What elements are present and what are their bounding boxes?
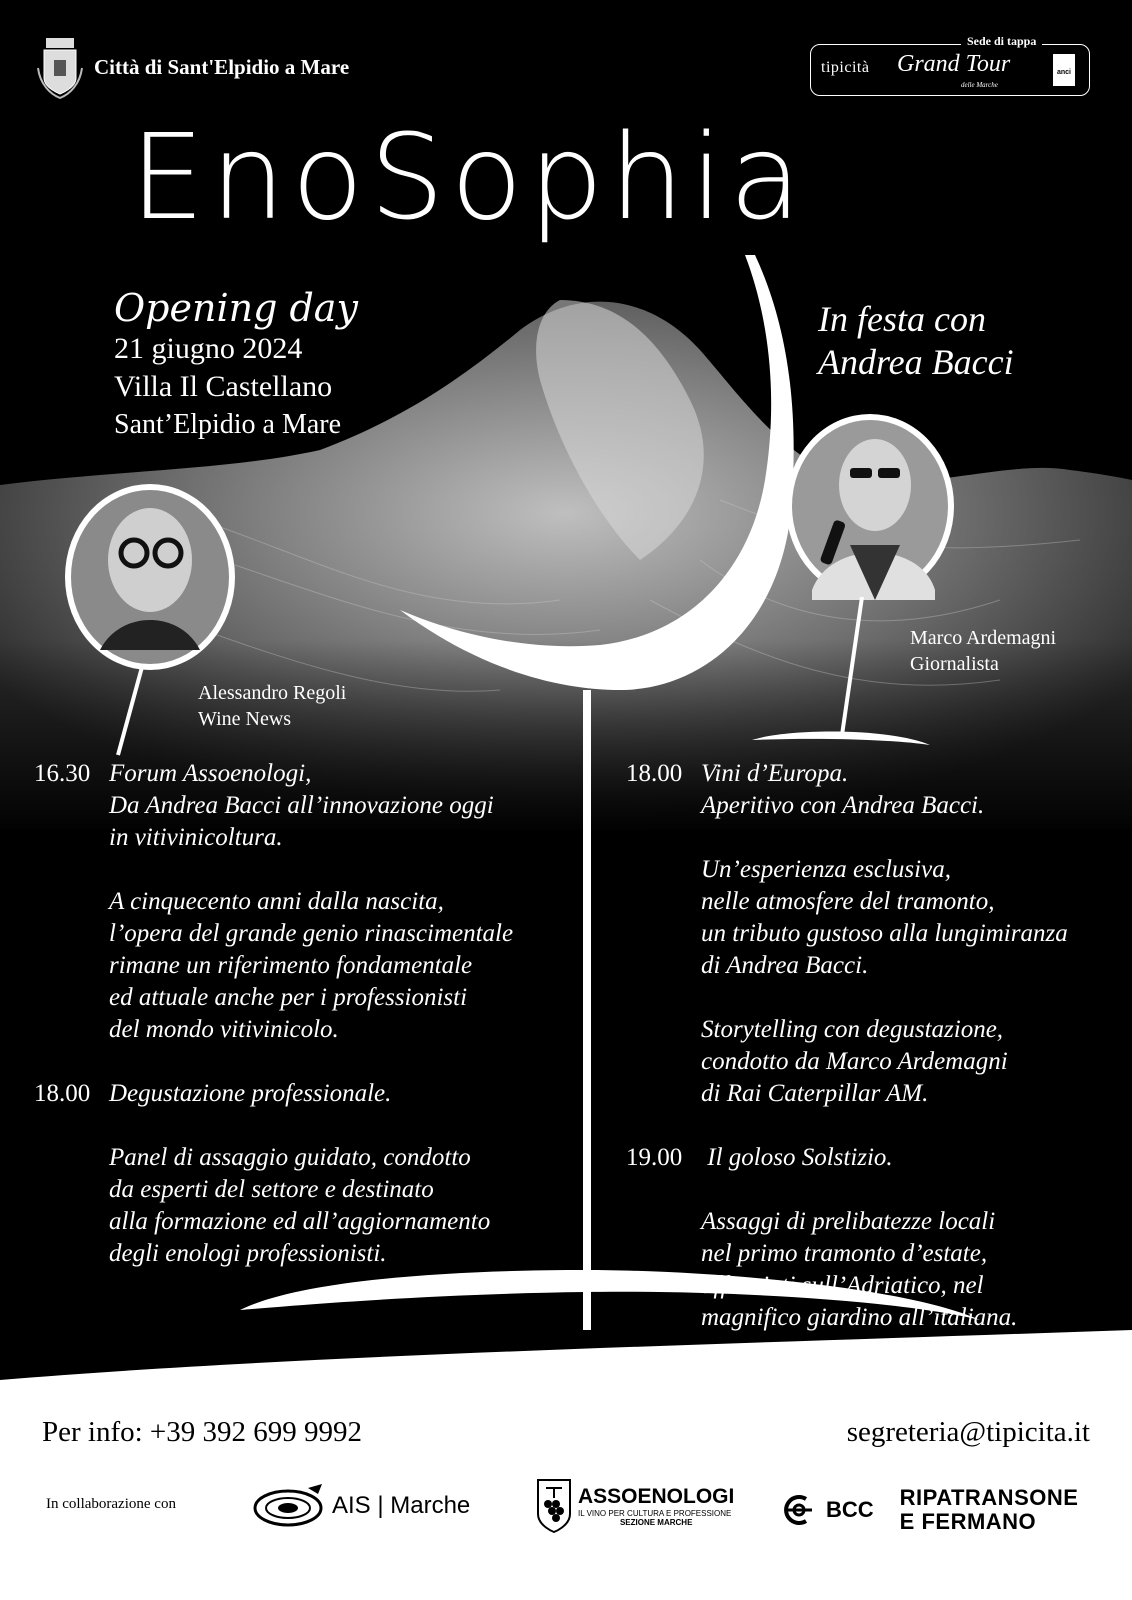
tipicita-logo: tipicità — [821, 59, 870, 76]
program-text: in vitivinicoltura. — [109, 824, 283, 851]
program-line — [626, 1014, 1126, 1046]
program-line — [34, 982, 594, 1014]
program-time: 16.30 — [34, 760, 91, 787]
program-text: Vini d’Europa. — [701, 760, 849, 787]
program-time — [34, 1142, 109, 1174]
program-line — [626, 1238, 1126, 1270]
program-time — [626, 1206, 701, 1238]
program-line — [34, 886, 594, 918]
program-time — [626, 854, 701, 886]
program-spacer — [34, 1046, 594, 1078]
program-line — [34, 1014, 594, 1046]
program-text: da esperti del settore e destinato — [109, 1176, 434, 1203]
program-spacer — [626, 1110, 1126, 1142]
city-name: Città di Sant'Elpidio a Mare — [94, 54, 350, 79]
program-line — [34, 918, 594, 950]
program-text: Un’esperienza esclusiva, — [701, 856, 951, 883]
program-time — [34, 886, 109, 918]
program-line — [626, 886, 1126, 918]
program-spacer — [626, 822, 1126, 854]
program-line — [626, 950, 1126, 982]
assoenologi-section: SEZIONE MARCHE — [619, 1518, 693, 1527]
festa-line-1: In festa con — [818, 299, 986, 339]
program-text: alla formazione ed all’aggiornamento — [109, 1208, 491, 1235]
assoenologi-name: ASSOENOLOGI — [578, 1485, 735, 1508]
program-time: 18.00 — [34, 1080, 91, 1107]
bcc-logo — [782, 1486, 1078, 1534]
speaker-role: Wine News — [198, 708, 292, 730]
grand-tour-badge — [810, 34, 1090, 96]
program-line — [34, 1174, 594, 1206]
program-time — [626, 1014, 701, 1046]
program-time — [626, 1302, 701, 1334]
program-line — [34, 758, 594, 790]
festa-line-2: Andrea Bacci — [818, 342, 1014, 382]
program-time — [34, 1014, 109, 1046]
program-line — [34, 1078, 594, 1110]
program-line — [626, 1046, 1126, 1078]
program-time — [34, 822, 109, 854]
program-time: 19.00 — [626, 1144, 683, 1171]
event-title: EnoSophia — [130, 108, 808, 246]
opening-day-label: Opening day — [114, 286, 358, 330]
program-time — [34, 1206, 109, 1238]
program-time — [34, 790, 109, 822]
speaker-right-caption — [910, 625, 1056, 677]
program-line — [34, 822, 594, 854]
program-time — [34, 918, 109, 950]
collab-label: In collaborazione con — [46, 1496, 176, 1512]
bcc-text: BCC — [826, 1497, 874, 1522]
sede-label: Sede di tappa — [961, 34, 1042, 49]
program-text: degli enologi professionisti. — [109, 1240, 387, 1267]
grand-tour-logo: Grand Tour — [897, 51, 1011, 77]
city-crest-icon — [34, 34, 86, 100]
city-header — [34, 34, 349, 100]
bottom-sweep — [0, 1330, 1132, 1400]
program-left-column — [34, 758, 594, 1270]
program-text: di Rai Caterpillar AM. — [701, 1080, 929, 1107]
program-text: un tributo gustoso alla lungimiranza — [701, 920, 1068, 947]
program-text: del mondo vitivinicolo. — [109, 1016, 339, 1043]
program-time — [34, 950, 109, 982]
event-venue: Villa Il Castellano — [114, 370, 333, 403]
program-line — [626, 1078, 1126, 1110]
program-right-column — [626, 758, 1126, 1334]
program-text: di Andrea Bacci. — [701, 952, 869, 979]
ais-emblem-icon — [252, 1484, 324, 1528]
program-time — [34, 982, 109, 1014]
program-text: Da Andrea Bacci all’innovazione oggi — [109, 792, 494, 819]
program-text: Panel di assaggio guidato, condotto — [109, 1144, 471, 1171]
program-text: Storytelling con degustazione, — [701, 1016, 1004, 1043]
info-email: segreteria@tipicita.it — [846, 1416, 1090, 1448]
program-text: affacciati sull’Adriatico, nel — [701, 1272, 984, 1299]
program-text: nel primo tramonto d’estate, — [701, 1240, 988, 1267]
program-spacer — [626, 1174, 1126, 1206]
festa-block — [818, 298, 1014, 384]
program-time — [626, 1078, 701, 1110]
program-line — [626, 1270, 1126, 1302]
program-text: rimane un riferimento fondamentale — [109, 952, 473, 979]
opening-day-block — [114, 286, 358, 444]
program-time — [626, 950, 701, 982]
program-line — [626, 918, 1126, 950]
speaker-role: Giornalista — [910, 653, 999, 675]
program-text: Aperitivo con Andrea Bacci. — [701, 792, 985, 819]
program-time — [626, 1270, 701, 1302]
program-text: ed attuale anche per i professionisti — [109, 984, 468, 1011]
program-time — [626, 1046, 701, 1078]
ais-marche-logo — [252, 1484, 470, 1528]
program-line — [626, 1302, 1126, 1334]
program-text: Degustazione professionale. — [109, 1080, 392, 1107]
program-line — [626, 758, 1126, 790]
program-time — [34, 1174, 109, 1206]
program-time — [626, 886, 701, 918]
speaker-name: Marco Ardemagni — [910, 627, 1057, 649]
program-line — [34, 1238, 594, 1270]
program-time: 18.00 — [626, 760, 683, 787]
program-line — [34, 790, 594, 822]
program-text: l’opera del grande genio rinascimentale — [109, 920, 514, 947]
program-text: nelle atmosfere del tramonto, — [701, 888, 995, 915]
program-line — [626, 1206, 1126, 1238]
grape-shield-icon — [536, 1478, 572, 1534]
program-line — [626, 1142, 1126, 1174]
program-time — [626, 790, 701, 822]
grand-tour-subtitle: delle Marche — [961, 81, 998, 89]
footer — [0, 1396, 1132, 1600]
event-date: 21 giugno 2024 — [114, 332, 303, 365]
assoenologi-tagline: IL VINO PER CULTURA E PROFESSIONE — [578, 1509, 732, 1518]
program-text: Il goloso Solstizio. — [701, 1144, 893, 1171]
program-line — [34, 950, 594, 982]
bank-line-2: E FERMANO — [899, 1509, 1037, 1534]
program-time — [626, 1238, 701, 1270]
program-text: Forum Assoenologi, — [109, 760, 312, 787]
program-text: magnifico giardino all’italiana. — [701, 1304, 1018, 1331]
program-spacer — [34, 1110, 594, 1142]
event-town: Sant’Elpidio a Mare — [114, 409, 342, 440]
program-line — [626, 790, 1126, 822]
program-text: Assaggi di prelibatezze locali — [701, 1208, 996, 1235]
program-time — [626, 918, 701, 950]
ais-marche-text: AIS | Marche — [332, 1492, 471, 1519]
program-time — [34, 1238, 109, 1270]
program-line — [34, 1142, 594, 1174]
info-phone: Per info: +39 392 699 9992 — [42, 1416, 363, 1448]
speaker-name: Alessandro Regoli — [198, 682, 347, 704]
speaker-left-caption — [198, 680, 346, 732]
program-text: condotto da Marco Ardemagni — [701, 1048, 1008, 1075]
bank-line-1: RIPATRANSONE — [899, 1485, 1079, 1510]
program-line — [34, 1206, 594, 1238]
program-spacer — [34, 854, 594, 886]
program-text: A cinquecento anni dalla nascita, — [109, 888, 444, 915]
assoenologi-logo — [536, 1478, 734, 1534]
anci-logo-text: anci — [1056, 69, 1071, 76]
bcc-emblem-icon — [782, 1493, 816, 1527]
program-line — [626, 854, 1126, 886]
program-spacer — [626, 982, 1126, 1014]
